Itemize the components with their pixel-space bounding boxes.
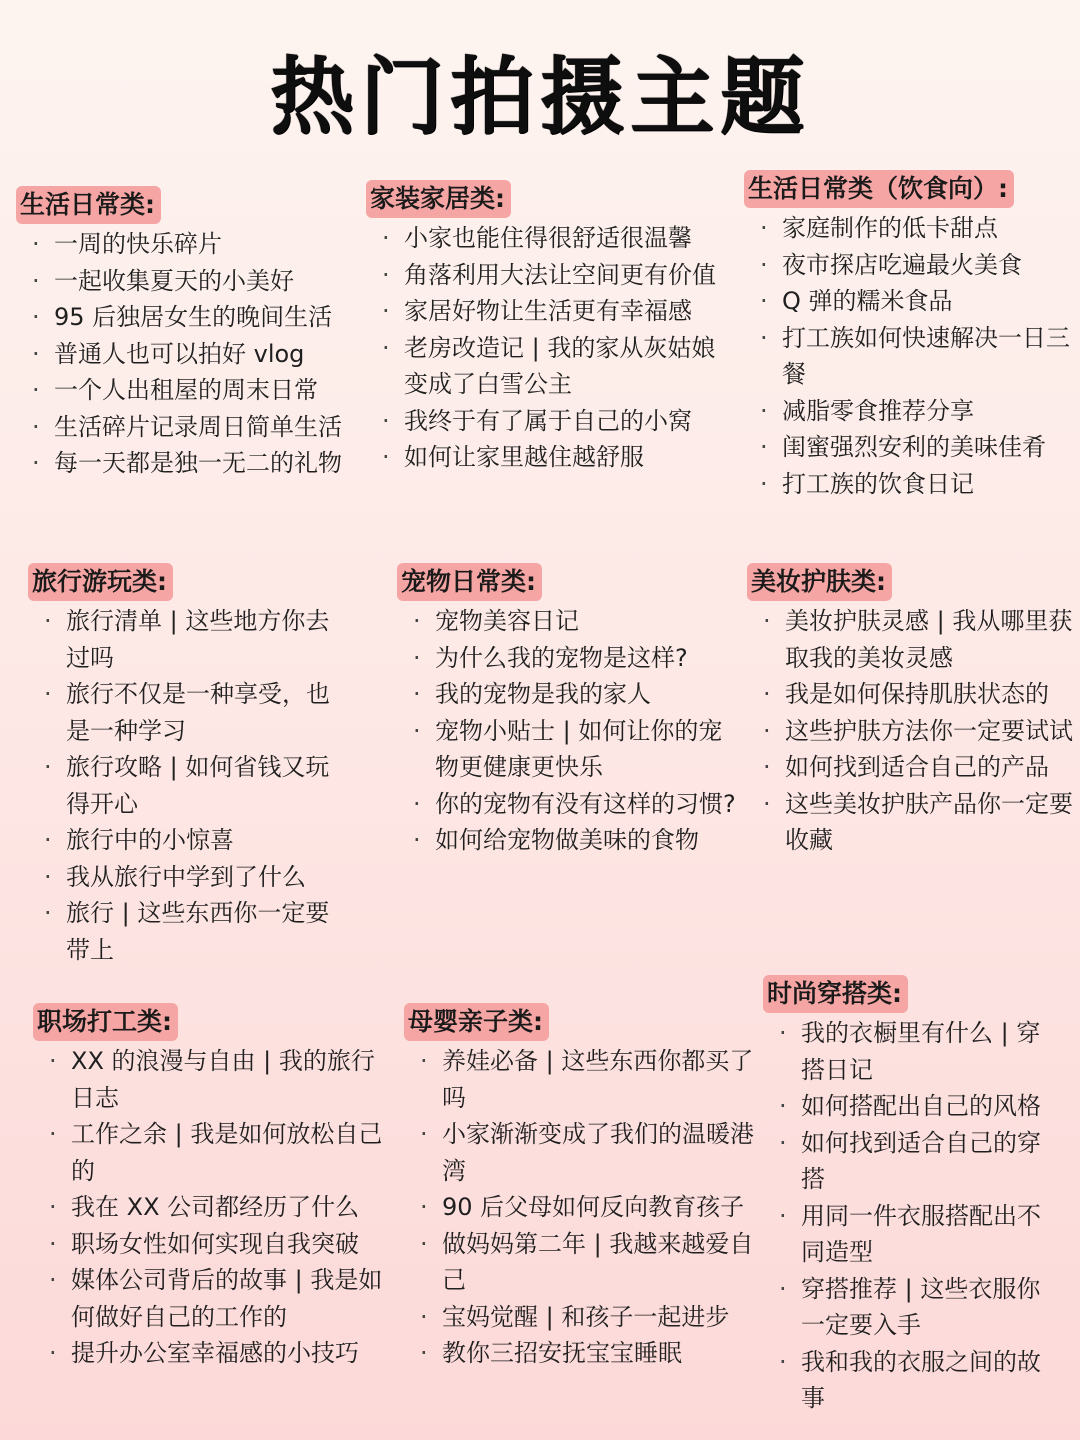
list-item: · 旅行中的小惊喜 bbox=[28, 822, 348, 859]
list-item: · 普通人也可以拍好 vlog bbox=[16, 336, 366, 373]
list-item: · 旅行清单 | 这些地方你去过吗 bbox=[28, 603, 348, 676]
list-item: · 夜市探店吃遍最火美食 bbox=[744, 247, 1074, 284]
section-title: 旅行游玩类: bbox=[28, 563, 173, 601]
list-item: · 旅行攻略 | 如何省钱又玩得开心 bbox=[28, 749, 348, 822]
section-title: 生活日常类: bbox=[16, 186, 161, 224]
section-fashion bbox=[763, 975, 1063, 1417]
list-item: · 我终于有了属于自己的小窝 bbox=[366, 403, 726, 440]
list-item: · 宠物美容日记 bbox=[397, 603, 742, 640]
list-item: · 小家渐渐变成了我们的温暖港湾 bbox=[404, 1116, 760, 1189]
list-item: · 这些美妆护肤产品你一定要收藏 bbox=[747, 786, 1074, 859]
section-title: 家装家居类: bbox=[366, 180, 511, 218]
section-daily-food bbox=[744, 170, 1074, 502]
list-item: · 我和我的衣服之间的故事 bbox=[763, 1344, 1063, 1417]
list-item: · 我的宠物是我的家人 bbox=[397, 676, 742, 713]
list-item: · 你的宠物有没有这样的习惯? bbox=[397, 786, 742, 823]
page-title: 热门拍摄主题 bbox=[269, 48, 810, 146]
list-item: · 打工族的饮食日记 bbox=[744, 466, 1074, 503]
list-item: · 为什么我的宠物是这样? bbox=[397, 640, 742, 677]
list-item: · 宝妈觉醒 | 和孩子一起进步 bbox=[404, 1299, 760, 1336]
list-item: · 如何找到适合自己的产品 bbox=[747, 749, 1074, 786]
list-item: · 如何搭配出自己的风格 bbox=[763, 1088, 1063, 1125]
list-item: · 职场女性如何实现自我突破 bbox=[33, 1226, 389, 1263]
list-item: · 家庭制作的低卡甜点 bbox=[744, 210, 1074, 247]
list-item: · 美妆护肤灵感 | 我从哪里获取我的美妆灵感 bbox=[747, 603, 1074, 676]
list-item: · 我是如何保持肌肤状态的 bbox=[747, 676, 1074, 713]
item-list bbox=[397, 603, 742, 859]
section-home-decor bbox=[366, 180, 726, 476]
list-item: · 我的衣橱里有什么 | 穿搭日记 bbox=[763, 1015, 1063, 1088]
list-item: · 媒体公司背后的故事 | 我是如何做好自己的工作的 bbox=[33, 1262, 389, 1335]
section-title: 母婴亲子类: bbox=[404, 1003, 549, 1041]
list-item: · 如何给宠物做美味的食物 bbox=[397, 822, 742, 859]
list-item: · 如何找到适合自己的穿搭 bbox=[763, 1125, 1063, 1198]
list-item: · 小家也能住得很舒适很温馨 bbox=[366, 220, 726, 257]
section-parenting bbox=[404, 1003, 760, 1372]
list-item: · 减脂零食推荐分享 bbox=[744, 393, 1074, 430]
list-item: · 我在 XX 公司都经历了什么 bbox=[33, 1189, 389, 1226]
section-beauty bbox=[747, 563, 1074, 859]
list-item: · 做妈妈第二年 | 我越来越爱自己 bbox=[404, 1226, 760, 1299]
list-item: · 一周的快乐碎片 bbox=[16, 226, 366, 263]
list-item: · 穿搭推荐 | 这些衣服你一定要入手 bbox=[763, 1271, 1063, 1344]
list-item: · 生活碎片记录周日简单生活 bbox=[16, 409, 366, 446]
list-item: · 工作之余 | 我是如何放松自己的 bbox=[33, 1116, 389, 1189]
list-item: · 家居好物让生活更有幸福感 bbox=[366, 293, 726, 330]
list-item: · 宠物小贴士 | 如何让你的宠物更健康更快乐 bbox=[397, 713, 742, 786]
list-item: · 教你三招安抚宝宝睡眠 bbox=[404, 1335, 760, 1372]
section-daily-life bbox=[16, 186, 366, 482]
list-item: · 闺蜜强烈安利的美味佳肴 bbox=[744, 429, 1074, 466]
section-title: 职场打工类: bbox=[33, 1003, 178, 1041]
list-item: · 每一天都是独一无二的礼物 bbox=[16, 445, 366, 482]
list-item: · 打工族如何快速解决一日三餐 bbox=[744, 320, 1074, 393]
list-item: · 90 后父母如何反向教育孩子 bbox=[404, 1189, 760, 1226]
list-item: · 一个人出租屋的周末日常 bbox=[16, 372, 366, 409]
list-item: · 我从旅行中学到了什么 bbox=[28, 859, 348, 896]
list-item: · 95 后独居女生的晚间生活 bbox=[16, 299, 366, 336]
section-pets bbox=[397, 563, 742, 859]
section-title: 生活日常类（饮食向）: bbox=[744, 170, 1014, 208]
list-item: · 旅行 | 这些东西你一定要带上 bbox=[28, 895, 348, 968]
item-list bbox=[366, 220, 726, 476]
list-item: · Q 弹的糯米食品 bbox=[744, 283, 1074, 320]
list-item: · 角落利用大法让空间更有价值 bbox=[366, 257, 726, 294]
item-list bbox=[763, 1015, 1063, 1417]
item-list bbox=[28, 603, 348, 968]
section-travel bbox=[28, 563, 348, 968]
section-title: 美妆护肤类: bbox=[747, 563, 892, 601]
section-title: 宠物日常类: bbox=[397, 563, 542, 601]
list-item: · 这些护肤方法你一定要试试 bbox=[747, 713, 1074, 750]
item-list bbox=[744, 210, 1074, 502]
list-item: · 用同一件衣服搭配出不同造型 bbox=[763, 1198, 1063, 1271]
section-title: 时尚穿搭类: bbox=[763, 975, 908, 1013]
list-item: · 一起收集夏天的小美好 bbox=[16, 263, 366, 300]
item-list bbox=[16, 226, 366, 482]
list-item: · 老房改造记 | 我的家从灰姑娘变成了白雪公主 bbox=[366, 330, 726, 403]
item-list bbox=[404, 1043, 760, 1372]
list-item: · 养娃必备 | 这些东西你都买了吗 bbox=[404, 1043, 760, 1116]
list-item: · 提升办公室幸福感的小技巧 bbox=[33, 1335, 389, 1372]
list-item: · XX 的浪漫与自由 | 我的旅行日志 bbox=[33, 1043, 389, 1116]
list-item: · 旅行不仅是一种享受，也是一种学习 bbox=[28, 676, 348, 749]
item-list bbox=[33, 1043, 389, 1372]
list-item: · 如何让家里越住越舒服 bbox=[366, 439, 726, 476]
section-workplace bbox=[33, 1003, 389, 1372]
item-list bbox=[747, 603, 1074, 859]
